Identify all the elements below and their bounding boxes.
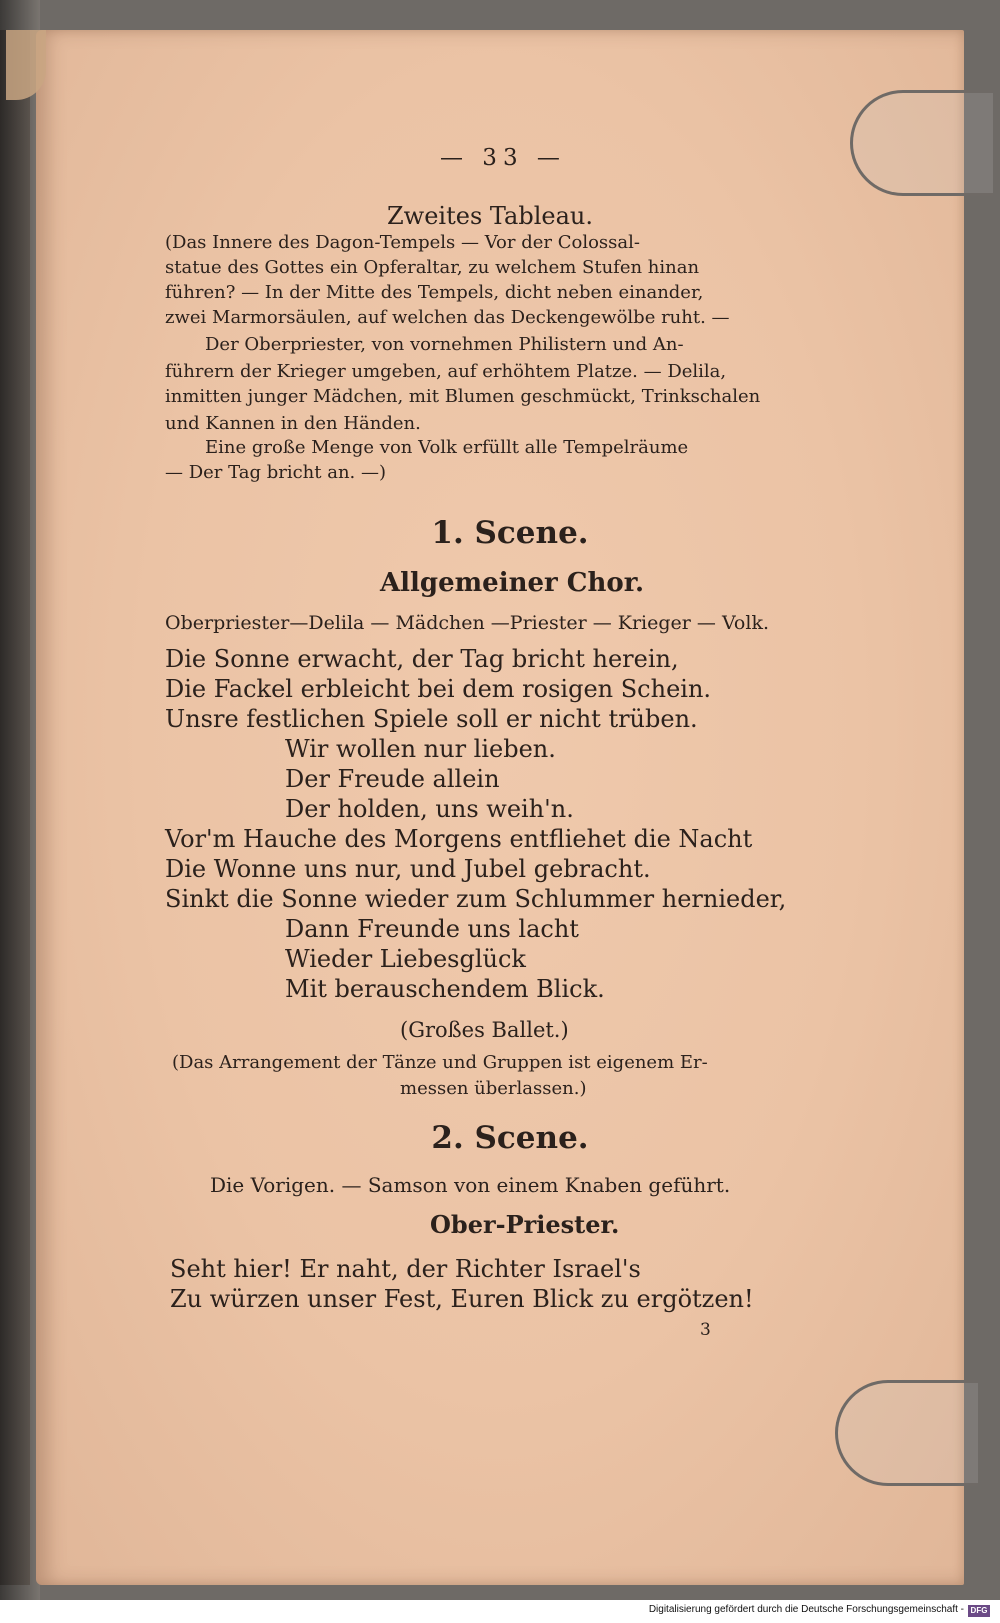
stage-direction-line: — Der Tag bricht an. —)	[165, 462, 387, 483]
verse-line: Der Freude allein	[285, 765, 500, 793]
page-clip-bottom	[835, 1380, 978, 1486]
scene-2-cast: Die Vorigen. — Samson von einem Knaben geführt.	[210, 1173, 731, 1197]
verse-line: Der holden, uns weih'n.	[285, 795, 574, 823]
verse-line: Vor'm Hauche des Morgens entfliehet die Nacht	[165, 825, 753, 853]
verse-line: Seht hier! Er naht, der Richter Israel's	[170, 1255, 641, 1283]
stage-direction-line: führen? — In der Mitte des Tempels, dicht neben einander,	[165, 282, 704, 303]
stage-direction-line: zwei Marmorsäulen, auf welchen das Deckengewölbe ruht. —	[165, 307, 730, 328]
verse-line: Die Sonne erwacht, der Tag bricht herein,	[165, 645, 679, 673]
page-number: — 33 —	[440, 145, 566, 171]
stage-direction-line: Eine große Menge von Volk erfüllt alle Tempelräume	[205, 437, 689, 458]
page-clip-top	[850, 90, 993, 196]
verse-line: Zu würzen unser Fest, Euren Blick zu ergötzen!	[170, 1285, 754, 1313]
dfg-logo-icon: DFG	[968, 1605, 990, 1617]
scene-1-title: 1. Scene.	[431, 515, 589, 551]
book-spine	[0, 30, 30, 1585]
stage-direction-line: statue des Gottes ein Opferaltar, zu welchem Stufen hinan	[165, 257, 700, 278]
verse-line: Die Wonne uns nur, und Jubel gebracht.	[165, 855, 651, 883]
stage-direction-line: Der Oberpriester, von vornehmen Philistern und An-	[205, 334, 684, 355]
stage-direction-line: und Kannen in den Händen.	[165, 413, 421, 434]
verse-line: Dann Freunde uns lacht	[285, 915, 579, 943]
stage-direction-line: inmitten junger Mädchen, mit Blumen geschmückt, Trinkschalen	[165, 386, 761, 407]
verse-line: Die Fackel erbleicht bei dem rosigen Schein.	[165, 675, 712, 703]
verse-line: Wir wollen nur lieben.	[285, 735, 556, 763]
verse-line: Mit berauschendem Blick.	[285, 975, 605, 1003]
tableau-title: Zweites Tableau.	[387, 202, 593, 230]
arrangement-note: messen überlassen.)	[400, 1078, 587, 1099]
ballet-direction: (Großes Ballet.)	[400, 1018, 569, 1042]
verse-line: Wieder Liebesglück	[285, 945, 526, 973]
verse-line: Unsre festlichen Spiele soll er nicht trüben.	[165, 705, 698, 733]
verse-line: Sinkt die Sonne wieder zum Schlummer hernieder,	[165, 885, 787, 913]
signature-mark: 3	[700, 1320, 711, 1340]
footer-credit: Digitalisierung gefördert durch die Deutsche Forschungsgemeinschaft -	[648, 1604, 964, 1615]
arrangement-note: (Das Arrangement der Tänze und Gruppen ist eigenem Er-	[172, 1052, 708, 1073]
speaker-heading: Ober-Priester.	[430, 1210, 620, 1239]
footer-bar	[0, 1600, 1000, 1623]
chorus-heading: Allgemeiner Chor.	[380, 568, 645, 598]
cast-list: Oberpriester—Delila — Mädchen —Priester — Krieger — Volk.	[165, 612, 769, 634]
scene-2-title: 2. Scene.	[431, 1120, 589, 1156]
stage-direction-line: führern der Krieger umgeben, auf erhöhtem Platze. — Delila,	[165, 361, 727, 382]
stage-direction-line: (Das Innere des Dagon-Tempels — Vor der Colossal-	[165, 232, 640, 253]
